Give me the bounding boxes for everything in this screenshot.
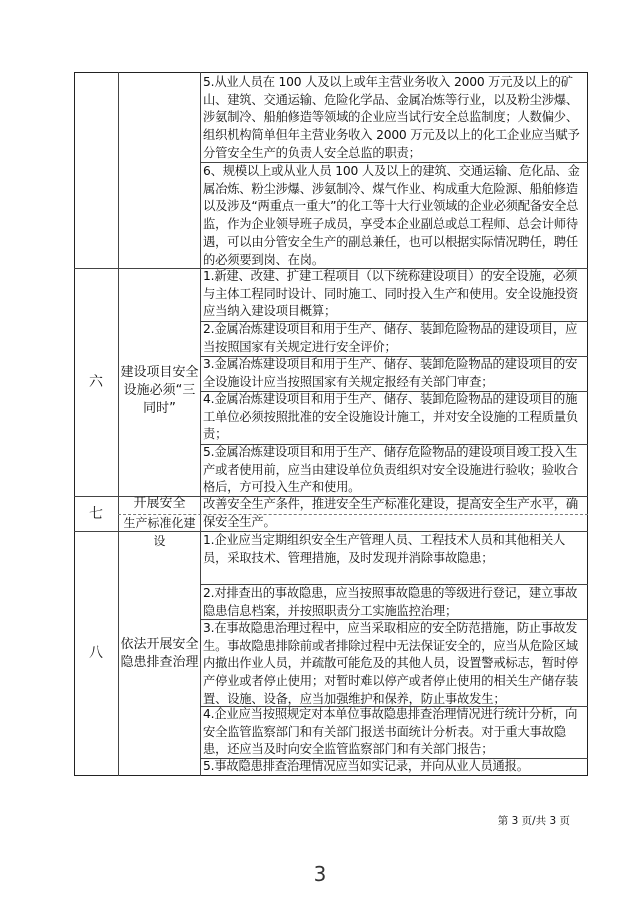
item-text: 2.金属冶炼建设项目和用于生产、储存、装卸危险物品的建设项目，应当按照国家有关规定进行安全评价； — [203, 322, 578, 354]
item-text: 1.新建、改建、扩建工程项目（以下统称建设项目）的安全设施，必须与主体工程同时设计、同时施工、同时投入生产和使用。安全设施投资应当纳入建设项目概算； — [203, 269, 579, 319]
item-text: 5.从业人员在 100 人及以上或年主营业务收入 2000 万元及以上的矿山、建筑、交通运输、危险化学品、金属冶炼等行业，以及粉尘涉爆、涉氨制冷、船舶修造等领域的企业应当试行安全总监制度；人数偏少、组织机构简单但年主营业务收入 2000 万元及以上的化工企业应当赋予分管安全生产的负责人安全总监的职责； — [203, 75, 580, 160]
item-text: 4.金属冶炼建设项目和用于生产、储存、装卸危险物品的建设项目的施工单位必须按照批准的安全设施设计施工，并对安全设施的工程质量负责； — [203, 392, 579, 442]
item-text: 5.事故隐患排查治理情况应当如实记录，并向从业人员通报。 — [203, 759, 529, 773]
row-number: 八 — [89, 645, 103, 661]
row-category: 依法开展安全隐患排查治理 — [120, 637, 199, 670]
row-category: 建设项目安全设施必须“三同时” — [120, 365, 199, 416]
row-number: 六 — [89, 374, 103, 390]
row-number: 七 — [89, 506, 103, 522]
page-number: 3 — [313, 862, 327, 886]
item-text: 3.金属冶炼建设项目和用于生产、储存、装卸危险物品的建设项目的安全设施设计应当按照国家有关规定报经有关部门审查； — [203, 357, 578, 389]
page-footer: 第 3 页/共 3 页 — [497, 815, 570, 827]
item-text: 6、规模以上或从业人员 100 人及以上的建筑、交通运输、危化品、金属冶炼、粉尘涉爆、涉氨制冷、煤气作业、构成重大危险源、船舶修造以及涉及“两重点一重大”的化工等十大行业领域的企业必须配备安全总监，作为企业领导班子成员，享受本企业副总或总工程师、总会计师待遇，可以由分管安全生产的副总兼任，也可以根据实际情况聘任，聘任的必须要到岗、在岗。 — [203, 164, 580, 267]
item-text: 改善安全生产条件，推进安全生产标准化建设，提高安全生产水平，确保安全生产。 — [203, 497, 579, 529]
item-text: 5.金属冶炼建设项目和用于生产、储存危险物品的建设项目竣工投入生产或者使用前，应当由建设单位负责组织对安全设施进行验收；验收合格后，方可投入生产和使用。 — [203, 445, 579, 495]
item-text: 2.对排查出的事故隐患，应当按照事故隐患的等级进行登记，建立事故隐患信息档案，并按照职责分工实施监控治理； — [203, 586, 578, 618]
item-text: 3.在事故隐患治理过程中，应当采取相应的安全防范措施，防止事故发生。事故隐患排除前或者排除过程中无法保证安全的，应当从危险区域内撤出作业人员，并疏散可能危及的其他人员，设置警戒标志，暂时停产停业或者停止使用；对暂时难以停产或者停止使用的相关生产储存装置、设施、设备，应当加强维护和保养，防止事故发生； — [203, 621, 579, 706]
row-category-line: 生产标准化建设 — [123, 516, 196, 548]
item-text: 4.企业应当按照规定对本单位事故隐患排查治理情况进行统计分析，向安全监管监察部门和有关部门报送书面统计分析表。对于重大事故隐患，还应当及时向安全监管监察部门和有关部门报告； — [203, 707, 578, 757]
item-text: 1.企业应当定期组织安全生产管理人员、工程技术人员和其他相关人员，采取技术、管理措施，及时发现并消除事故隐患； — [203, 533, 566, 565]
row-category-line: 开展安全 — [133, 496, 186, 511]
